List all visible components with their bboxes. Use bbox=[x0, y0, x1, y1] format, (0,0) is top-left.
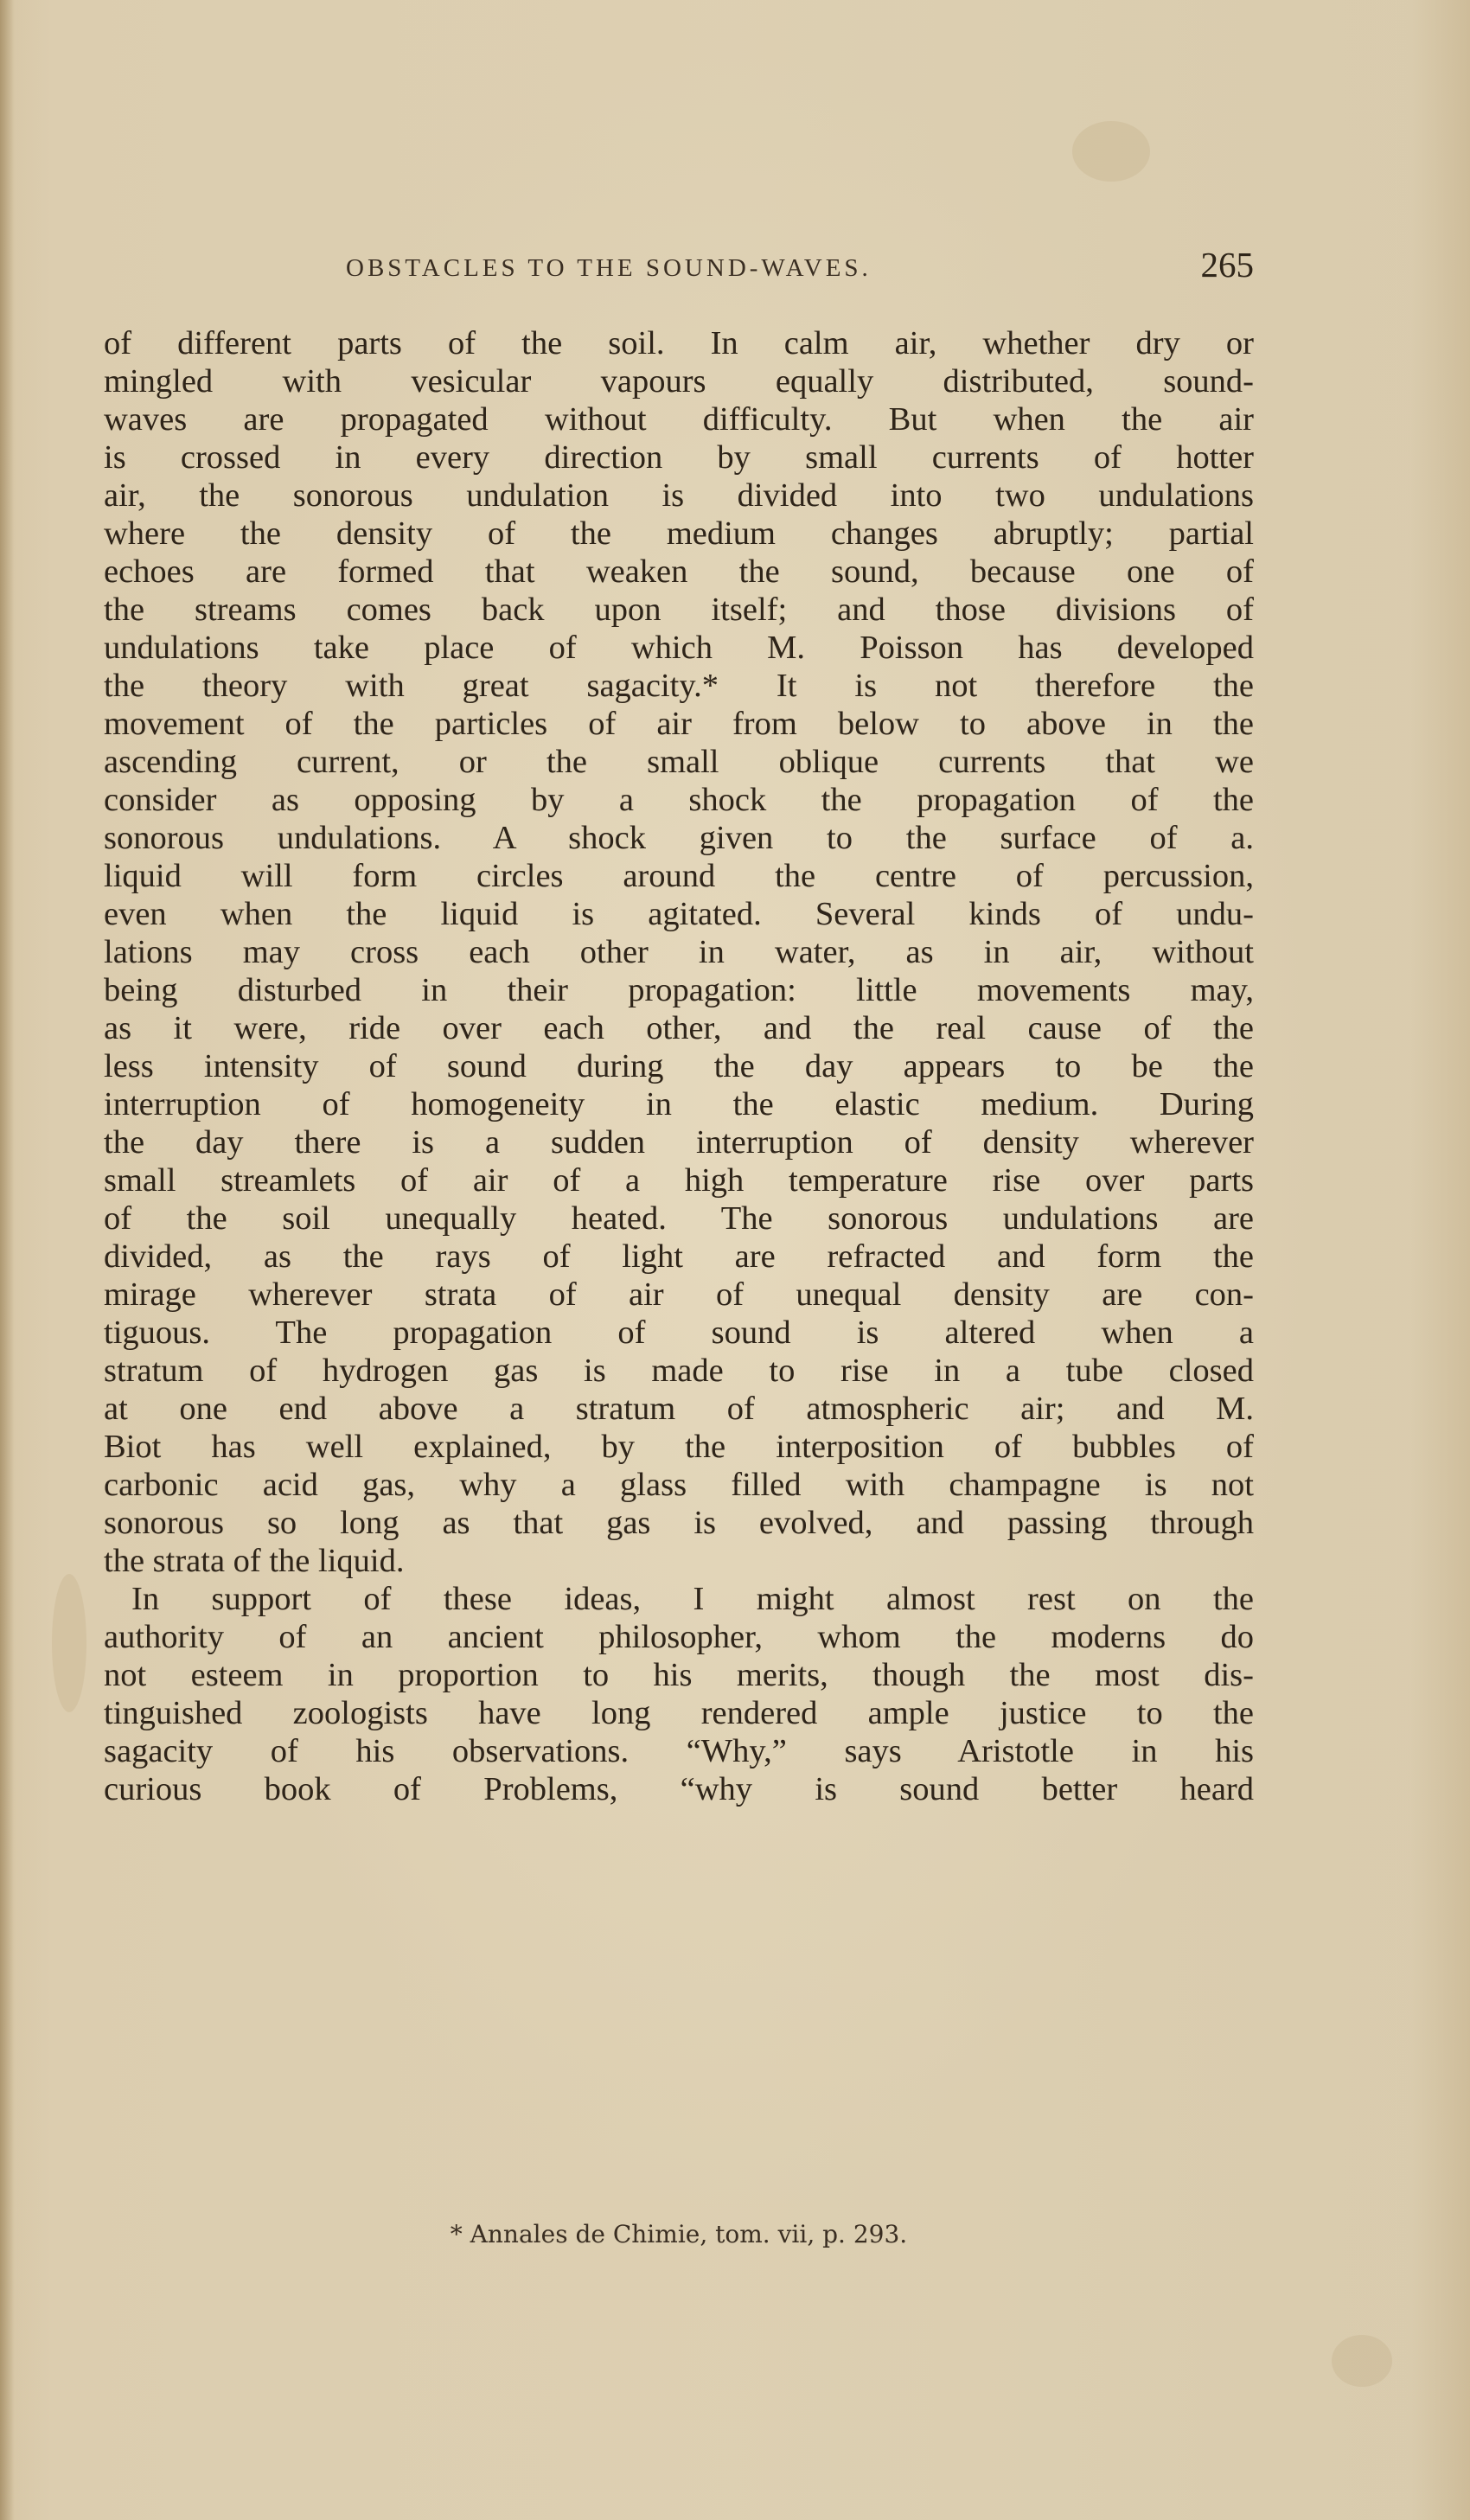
running-title: OBSTACLES TO THE SOUND-WAVES. bbox=[346, 254, 872, 282]
text-line: interruption of homogeneity in the elastic medium. During bbox=[104, 1086, 1254, 1122]
text-line: tiguous. The propagation of sound is altered when a bbox=[104, 1314, 1254, 1351]
text-line: of the soil unequally heated. The sonorous undulations are bbox=[104, 1200, 1254, 1237]
footnote: * Annales de Chimie, tom. vii, p. 293. bbox=[450, 2220, 908, 2248]
text-line: stratum of hydrogen gas is made to rise in a tube closed bbox=[104, 1353, 1254, 1389]
text-line: sagacity of his observations. “Why,” says Aristotle in his bbox=[104, 1733, 1254, 1769]
text-line: of different parts of the soil. In calm air, whether dry or bbox=[104, 325, 1254, 361]
text-line: being disturbed in their propagation: little movements may, bbox=[104, 972, 1254, 1008]
text-line: even when the liquid is agitated. Several kinds of undu- bbox=[104, 896, 1254, 932]
text-line: ascending current, or the small oblique currents that we bbox=[104, 744, 1254, 780]
text-line: echoes are formed that weaken the sound, because one of bbox=[104, 553, 1254, 590]
text-line: the theory with great sagacity.* It is not therefore the bbox=[104, 668, 1254, 704]
text-line: air, the sonorous undulation is divided into two undulations bbox=[104, 477, 1254, 514]
text-line: movement of the particles of air from below to above in the bbox=[104, 706, 1254, 742]
text-line: Biot has well explained, by the interposition of bubbles of bbox=[104, 1429, 1254, 1465]
page-number: 265 bbox=[1200, 245, 1254, 285]
text-line: as it were, ride over each other, and the real cause of the bbox=[104, 1010, 1254, 1046]
running-header bbox=[104, 244, 1254, 296]
text-line: lations may cross each other in water, as in air, without bbox=[104, 934, 1254, 970]
text-line: carbonic acid gas, why a glass filled with champagne is not bbox=[104, 1467, 1254, 1503]
text-line: sonorous undulations. A shock given to the surface of a. bbox=[104, 820, 1254, 856]
text-line: liquid will form circles around the centre of percussion, bbox=[104, 858, 1254, 894]
text-line: is crossed in every direction by small currents of hotter bbox=[104, 439, 1254, 476]
text-line: at one end above a stratum of atmospheric air; and M. bbox=[104, 1391, 1254, 1427]
body-text bbox=[104, 324, 1254, 1808]
paper-stain bbox=[1332, 2335, 1392, 2387]
paper-stain bbox=[52, 1574, 86, 1712]
text-line: the strata of the liquid. bbox=[104, 1543, 405, 1579]
text-line: the streams comes back upon itself; and those divisions of bbox=[104, 592, 1254, 628]
text-line: curious book of Problems, “why is sound better heard bbox=[104, 1771, 1254, 1807]
text-line: mingled with vesicular vapours equally distributed, sound- bbox=[104, 363, 1254, 400]
text-line: less intensity of sound during the day appears to be the bbox=[104, 1048, 1254, 1084]
paragraph-2 bbox=[104, 1580, 1254, 1808]
paragraph-1 bbox=[104, 324, 1254, 1580]
text-line: the day there is a sudden interruption of density wherever bbox=[104, 1124, 1254, 1161]
text-line: tinguished zoologists have long rendered ample justice to the bbox=[104, 1695, 1254, 1731]
paper-stain bbox=[1072, 121, 1150, 182]
text-line: sonorous so long as that gas is evolved, and passing through bbox=[104, 1505, 1254, 1541]
text-line: undulations take place of which M. Poisson has developed bbox=[104, 630, 1254, 666]
text-line: divided, as the rays of light are refracted and form the bbox=[104, 1238, 1254, 1275]
text-line: mirage wherever strata of air of unequal density are con- bbox=[104, 1276, 1254, 1313]
page-edge-shadow bbox=[0, 0, 14, 2520]
text-line: where the density of the medium changes abruptly; partial bbox=[104, 515, 1254, 552]
text-line: authority of an ancient philosopher, whom the moderns do bbox=[104, 1619, 1254, 1655]
text-line: not esteem in proportion to his merits, though the most dis- bbox=[104, 1657, 1254, 1693]
text-line: small streamlets of air of a high temperature rise over parts bbox=[104, 1162, 1254, 1199]
text-line: consider as opposing by a shock the propagation of the bbox=[104, 782, 1254, 818]
text-line: In support of these ideas, I might almost rest on the bbox=[131, 1581, 1254, 1617]
text-line: waves are propagated without difficulty. But when the air bbox=[104, 401, 1254, 438]
